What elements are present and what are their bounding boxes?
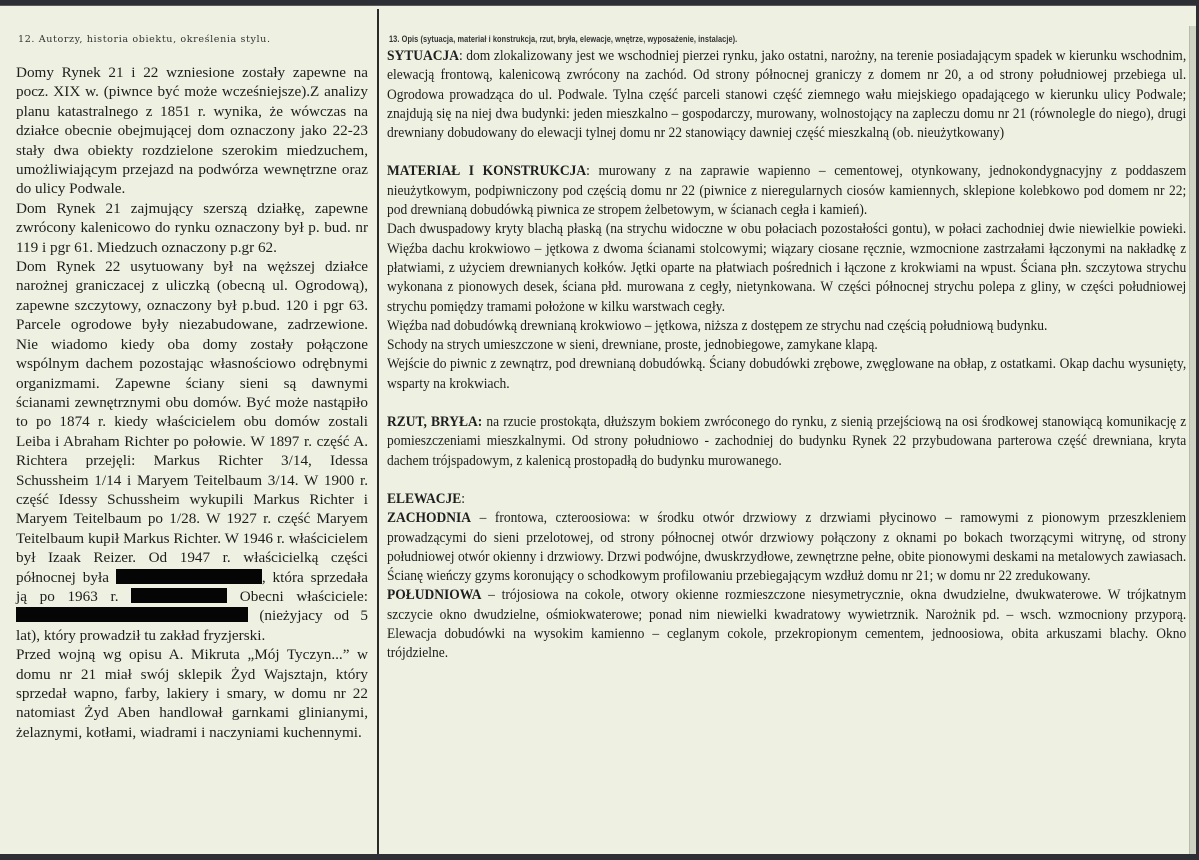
owner-text-1: , która sprzedała ją po 1963 r.: [16, 568, 369, 605]
history-paragraph-2: Dom Rynek 21 zajmujący szerszą działkę, zapewne zwrócony kalenicowo do rynku oznaczony był p. bud. nr 119 i pgr 61. Miedzuch oznaczony p.gr 62.: [16, 199, 368, 256]
description-heading: 13. Opis (sytuacja, materiał i konstrukcja, rzut, bryła, elewacje, wnętrze, wyposażenie, instalacje).: [389, 34, 738, 44]
elewacje-heading: [387, 490, 1186, 509]
history-heading: 12. Autorzy, historia obiektu, określenia stylu.: [18, 34, 271, 45]
material-text-1: : murowany z na zaprawie wapienno – cementowej, otynkowany, jednokondygnacyjny z poddaszem nieużytkowym, podpiwniczony pod częścią domu nr 22 (piwnice z nieregularnych ciosów kamiennych, sklepione kolebkowo pod domem nr 22; pod drewnianą dobudówką piwnica ze stropem żelbetowym, w ścianach cegła i kamień).: [387, 163, 1187, 219]
redacted-name-2: [131, 588, 227, 603]
history-paragraph-3-text: Dom Rynek 22 usytuowany był na węższej działce narożnej graniczacej z uliczką (obecną ul. Ogrodową), zapewne szczytowy, oznaczony był p.bud. 120 i pgr 63. Parcele ogrodowe były niezabudowane, zadrzewione. Nie wiadomo kiedy oba domy zostały połączone wspólnym dachem pozostając własnościowo odrębnymi organizmami. Zapewne ściany sieni są dawnymi ścianami zewnętrznymi obu domów. Być może nastąpiło to po 1874 r. kiedy właścicielem obu domów zostali Leiba i Abraham Richter po połowie. W 1897 r. część A. Richtera przejęli: Markus Richter 3/14, Idessa Schussheim 1/14 i Maryem Teitelbaum 3/14. W 1900 r. część Idessy Schussheim wykupili Markus Richter i Maryem Teitelbaum po 1/28. W 1927 r. część Maryem Teitelbaum kupił Markus Richter. W 1946 r. właścicielem był Izaak Reizer. Od 1947 r. właścicielką części północnej była: [16, 258, 368, 586]
owner-text-2: Obecni właściciele:: [227, 587, 368, 605]
material-paragraph-3: Więźba nad dobudówką drewnianą krokwiowo – jętkowa, niższa z dostępem ze strychu nad częścią południową budynku.: [387, 317, 1048, 334]
redacted-name-3: [16, 607, 248, 622]
history-paragraph-1: Domy Rynek 21 i 22 wzniesione zostały zapewne na pocz. XIX w. (piwnce być może wcześniejsze).Z analizy planu katastralnego z 1851 r. wynika, że wówczas na działce obecnie obejmującej dom oznaczony jako 22-23 stały dwa obiekty rozdzielone szerokim miedzuchem, umożliwiającym przejazd na podwórza wewnętrzne oraz do ulicy Podwale.: [16, 64, 368, 198]
zachodnia-label: ZACHODNIA: [387, 510, 472, 527]
rzut-paragraph: [387, 413, 1186, 471]
section-sytuacja: [387, 47, 1186, 143]
redacted-name-1: [116, 569, 262, 584]
section-material: [387, 162, 1186, 394]
elewacje-colon: :: [461, 490, 466, 507]
scan-edge-strip: [1189, 26, 1196, 854]
description-text: [387, 47, 1186, 664]
section-elewacje: [387, 490, 1186, 664]
rzut-text: na rzucie prostokąta, dłuższym bokiem zwróconego do rynku, z sienią przejściową na osi środkowej stanowiącą komunikację z pomieszczeniami mieszkalnymi. Od strony południowo - zachodniej do budynku Rynek 22 przybudowana parterowa część drewniana, kryta dachem trójspadowym, z kalenicą prostopadłą do budynku murowanego.: [387, 414, 1187, 469]
history-paragraph-3: [16, 257, 368, 645]
history-text: [16, 63, 368, 742]
poludniowa-text: – trójosiowa na cokole, otwory okienne rozmieszczone niesymetrycznie, okna dwudzielne, dwukwaterowe. W trójkatnym szczycie okno dwudzielne, ośmiokwaterowe; ponad nim niewielki kwadratowy wywietrznik. Narożnik pd. – wsch. wzmocniony przyporą. Elewacja dobudówki na wysokim kamienno – ceglanym cokole, przekropionym cementem, jednoosiowa, obita arkuszami blachy. Okno trójdzielne.: [387, 587, 1187, 662]
description-column: [387, 34, 1187, 664]
history-column: [18, 34, 370, 742]
zachodnia-paragraph: [387, 509, 1186, 586]
column-divider: [377, 9, 379, 854]
sytuacja-label: SYTUACJA: [387, 48, 460, 64]
zachodnia-text: – frontowa, czteroosiowa: w środku otwór drzwiowy z drzwiami płycinowo – ramowymi z pionowym przeszkleniem prowadzącymi do sieni przelotowej, od strony północnej otwór drzwiowy połączony z oknami po bokach tworzącymi witrynę, od strony południowej otwór okienny i drzwiowy. Drzwi podwójne, dwuskrzydłowe, zewnętrzne pełne, obite pionowymi deskami na metalowych zawiasach. Ścianę wieńczy gzyms koronujący o schodkowym profilowaniu przebiegającym wzdłuż domu nr 21; w domu nr 22 zredukowany.: [387, 510, 1187, 585]
section-rzut: [387, 413, 1186, 471]
poludniowa-paragraph: [387, 586, 1186, 663]
poludniowa-label: POŁUDNIOWA: [387, 587, 482, 604]
material-label: MATERIAŁ I KONSTRUKCJA: [387, 163, 587, 180]
material-paragraph-5: Wejście do piwnic z zewnątrz, pod drewnianą dobudówką. Ściany dobudówki zrębowe, zwęglowane na obłap, z ostatkami. Okap dachu wysunięty, wsparty na krokwiach.: [387, 356, 1187, 392]
scanned-form-page: [0, 5, 1196, 854]
history-closing: Przed wojną wg opisu A. Mikruta „Mój Tyczyn...” w domu nr 21 miał swój sklepik Żyd Wajsztajn, który sprzedał wapno, farby, lakiery i smary, w domu nr 22 natomiast Żyd Aben handlował garnkami glinianymi, żelaznymi, kotłami, wiadrami i naczyniami kuchennymi.: [16, 646, 368, 741]
material-paragraph-4: Schody na strych umieszczone w sieni, drewniane, proste, jednobiegowe, zamykane klapą.: [387, 337, 878, 354]
sytuacja-paragraph: [387, 47, 1186, 143]
sytuacja-text: : dom zlokalizowany jest we wschodniej pierzei rynku, jako ostatni, narożny, na terenie posiadającym spadek w kierunku wschodnim, elewacją frontową, kalenicową zwrócony na zachód. Od strony północnej graniczy z domem nr 20, a od strony południowej przebiega ul. Ogrodowa prowadząca do ul. Podwale. Tylna część parceli stanowi część ziemnego wału miejskiego opadającego w kierunku ulicy Podwale; znajdują się na niej dwa budynki: jeden mieszkalno – gospodarczy, murowany, wolnostojący na zapleczu domu nr 21 (równolegle do niego), drugi drewniany dobudowany do elewacji tylnej domu nr 22 stanowiący dawniej część mieszkalną (ob. nieużytkowany): [387, 48, 1187, 142]
material-paragraph-2: Dach dwuspadowy kryty blachą płaską (na strychu widoczne w obu połaciach pozostałości gontu), w połaci zachodniej dwie niewielkie powieki. Więźba dachu krokwiowo – jętkowa z dwoma ścianami stolcowymi; wiązary ciosane ręcznie, wzmocnione zastrzałami łączonymi na nakładkę z płatwiami, z użyciem drewnianych kołków. Jętki oparte na płatwiach pośrednich i łączone z krokwiami na wpust. Ściana płn. szczytowa strychu wykonana z pionowych desek, ściana płd. murowana z cegły, nietynkowana. W części północnej strychu polepa z gliny, w części południowej strychu pomiędzy tramami położone w kilku warstwach cegły.: [387, 221, 1187, 315]
material-paragraph-1: [387, 162, 1186, 220]
rzut-label: RZUT, BRYŁA:: [387, 414, 483, 431]
elewacje-label: ELEWACJE: [387, 490, 462, 507]
owner-text-3: (nieżyjacy od 5 lat), który prowadził tu zakład fryzjerski.: [16, 607, 368, 644]
